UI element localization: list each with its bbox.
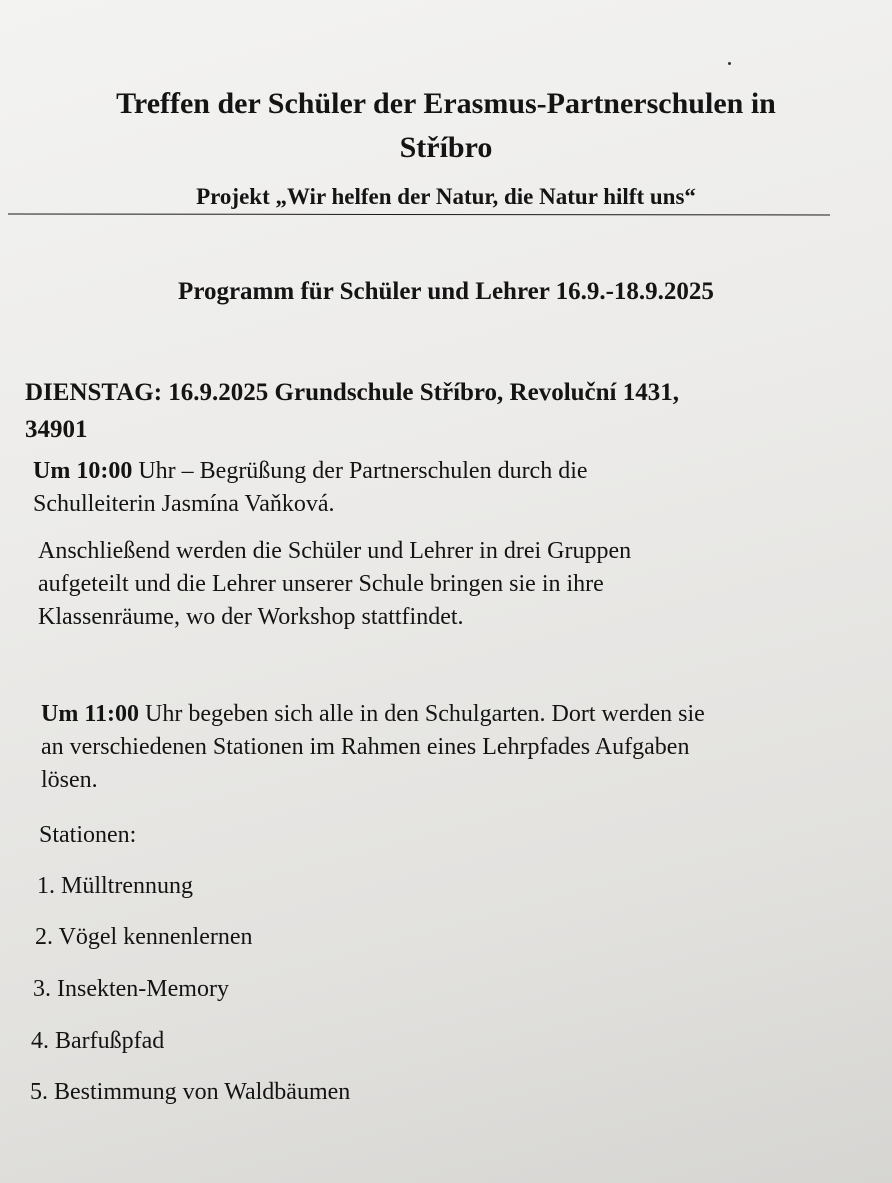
station-item: 4. Barfußpfad [31, 1028, 165, 1054]
station-item: 2. Vögel kennenlernen [35, 924, 253, 950]
paper-speck [728, 62, 731, 65]
day-heading-line-2: 34901 [25, 416, 88, 443]
station-item: 1. Mülltrennung [37, 873, 193, 899]
garden-text-line-1: Uhr begeben sich alle in den Schulgarten. Dort werden sie [139, 701, 705, 727]
stations-label: Stationen: [39, 822, 137, 848]
garden-time: Um 11:00 [41, 701, 139, 727]
welcome-text-line-1: Uhr – Begrüßung der Partnerschulen durch die [132, 458, 588, 484]
garden-paragraph [41, 698, 841, 797]
station-item: 3. Insekten-Memory [33, 976, 229, 1002]
welcome-text-line-2: Schulleiterin Jasmína Vaňková. [33, 491, 335, 517]
day-heading-line-1: DIENSTAG: 16.9.2025 Grundschule Stříbro, Revoluční 1431, [25, 379, 680, 406]
project-subtitle: Projekt „Wir helfen der Natur, die Natur hilft uns“ [196, 184, 696, 209]
garden-text-line-2: an verschiedenen Stationen im Rahmen eines Lehrpfades Aufgaben [41, 734, 690, 760]
groups-text-line-2: aufgeteilt und die Lehrer unserer Schule bringen sie in ihre [38, 571, 604, 597]
day-heading [25, 374, 845, 448]
welcome-paragraph [33, 455, 833, 521]
groups-text-line-1: Anschließend werden die Schüler und Lehrer in drei Gruppen [38, 538, 632, 564]
groups-text-line-3: Klassenräume, wo der Workshop stattfindet. [38, 604, 464, 630]
garden-text-line-3: lösen. [41, 767, 98, 793]
header-divider [8, 213, 830, 215]
welcome-time: Um 10:00 [33, 458, 133, 484]
document-title-line-2: Stříbro [399, 131, 493, 164]
document-title-line-1: Treffen der Schüler der Erasmus-Partnerschulen in [116, 87, 776, 120]
program-heading: Programm für Schüler und Lehrer 16.9.-18.9.2025 [178, 278, 714, 305]
groups-paragraph [38, 535, 838, 634]
station-item: 5. Bestimmung von Waldbäumen [30, 1079, 351, 1105]
